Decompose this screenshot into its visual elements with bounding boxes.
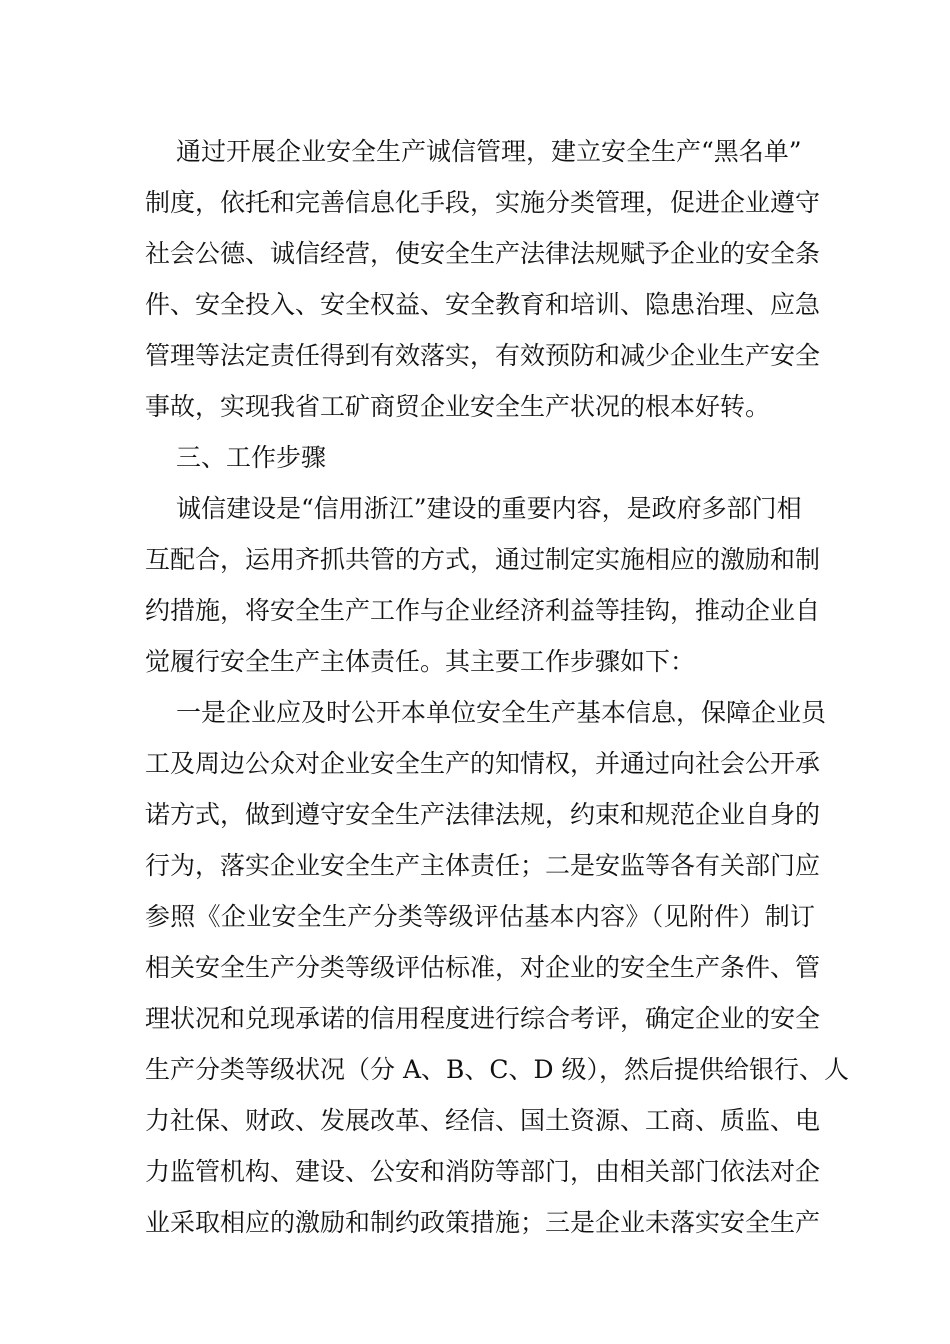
paragraph-line: 件、安全投入、安全权益、安全教育和培训、隐患治理、应急 xyxy=(145,290,821,319)
paragraph-line: 相关安全生产分类等级评估标准，对企业的安全生产条件、管 xyxy=(145,953,821,982)
paragraph-line: 制度，依托和完善信息化手段，实施分类管理，促进企业遵守 xyxy=(145,188,821,217)
paragraph-line: 互配合，运用齐抓共管的方式，通过制定实施相应的激励和制 xyxy=(145,545,821,574)
paragraph-line: 行为，落实企业安全生产主体责任；二是安监等各有关部门应 xyxy=(145,851,821,880)
paragraph-line: 通过开展企业安全生产诚信管理，建立安全生产“黑名单” xyxy=(176,137,802,166)
paragraph-line: 力社保、财政、发展改革、经信、国土资源、工商、质监、电 xyxy=(145,1106,821,1135)
paragraph-line: 工及周边公众对企业安全生产的知情权，并通过向社会公开承 xyxy=(145,749,821,778)
paragraph-line: 觉履行安全生产主体责任。其主要工作步骤如下： xyxy=(145,647,696,676)
paragraph-line: 生产分类等级状况（分 A、B、C、D 级），然后提供给银行、人 xyxy=(145,1055,849,1084)
paragraph-line: 管理等法定责任得到有效落实，有效预防和减少企业生产安全 xyxy=(145,341,821,370)
paragraph-line: 业采取相应的激励和制约政策措施；三是企业未落实安全生产 xyxy=(145,1208,821,1237)
paragraph-line: 社会公德、诚信经营，使安全生产法律法规赋予企业的安全条 xyxy=(145,239,821,268)
paragraph-line: 力监管机构、建设、公安和消防等部门，由相关部门依法对企 xyxy=(145,1157,821,1186)
paragraph-line: 约措施，将安全生产工作与企业经济利益等挂钩，推动企业自 xyxy=(145,596,821,625)
paragraph-line: 诺方式，做到遵守安全生产法律法规，约束和规范企业自身的 xyxy=(145,800,821,829)
paragraph-line: 参照《企业安全生产分类等级评估基本内容》（见附件）制订 xyxy=(145,902,815,931)
paragraph-line: 诚信建设是“信用浙江”建设的重要内容，是政府多部门相 xyxy=(176,494,802,523)
document-body xyxy=(145,126,849,1248)
paragraph-line: 一是企业应及时公开本单位安全生产基本信息，保障企业员 xyxy=(176,698,827,727)
section-heading: 三、工作步骤 xyxy=(176,443,327,472)
paragraph-line: 理状况和兑现承诺的信用程度进行综合考评，确定企业的安全 xyxy=(145,1004,821,1033)
paragraph-line: 事故，实现我省工矿商贸企业安全生产状况的根本好转。 xyxy=(145,392,771,421)
